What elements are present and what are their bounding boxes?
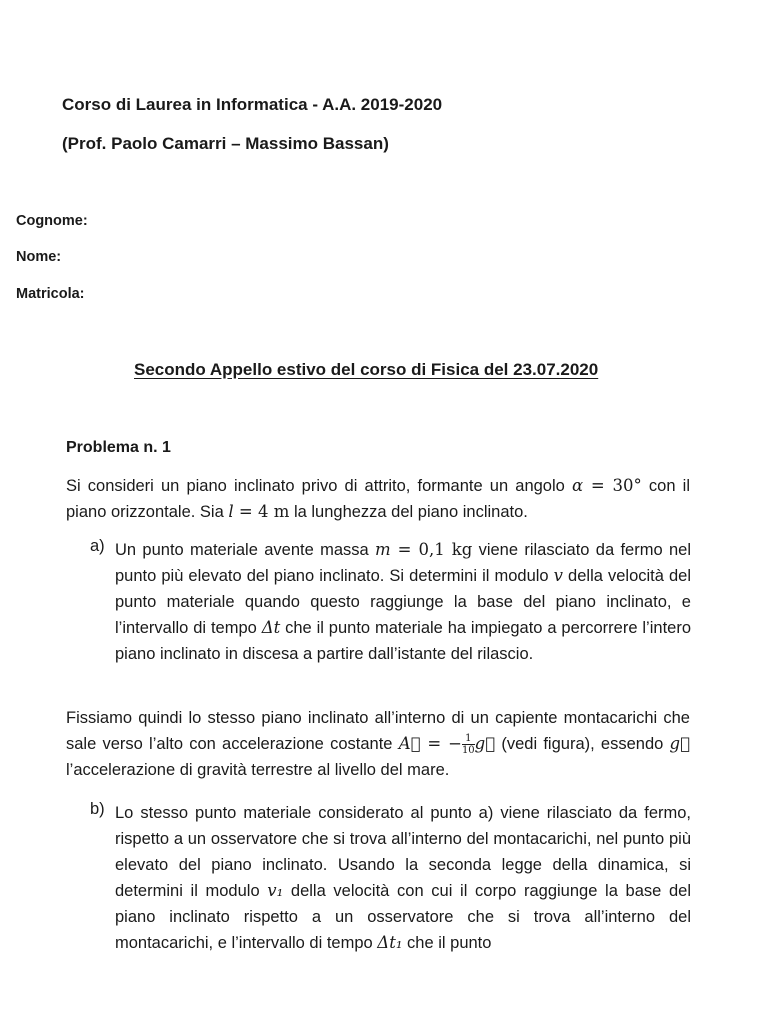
part-b-text-2: della velocità con cui il corpo raggiunge la base del piano inclinato rispetto a un osservatore che si trova all’interno del montacarichi, e l’intervallo di tempo bbox=[115, 882, 691, 952]
middle-text-3: l’accelerazione di gravità terrestre al livello del mare. bbox=[66, 761, 450, 779]
length-symbol: l bbox=[228, 502, 234, 521]
elevator-paragraph bbox=[66, 705, 690, 783]
part-a-text bbox=[115, 537, 691, 667]
part-b-text bbox=[115, 800, 691, 956]
time-interval-1-symbol: Δt₁ bbox=[377, 933, 403, 952]
part-a-text-1: Un punto materiale avente massa bbox=[115, 541, 376, 559]
part-a-text-4: che il punto materiale ha impiegato a percorrere l’intero piano inclinato in discesa a partire dall’istante del rilascio. bbox=[115, 619, 691, 663]
exam-title: Secondo Appello estivo del corso di Fisica del 23.07.2020 bbox=[134, 360, 599, 379]
part-b-label: b) bbox=[90, 800, 105, 818]
angle-symbol: α bbox=[571, 476, 584, 495]
part-b-text-3: che il punto bbox=[402, 934, 492, 952]
one-tenth-fraction bbox=[462, 733, 475, 756]
intro-text-1: Si consideri un piano inclinato privo di attrito, formante un angolo bbox=[66, 477, 572, 495]
length-value: = 4 m bbox=[233, 502, 290, 521]
middle-text-1: Fissiamo quindi lo stesso piano inclinato all’interno di un capiente montacarichi che sale verso l’alto con accelerazione costante bbox=[66, 709, 690, 753]
angle-value: = 30° bbox=[583, 476, 642, 495]
mass-value: = 0,1 kg bbox=[390, 540, 473, 559]
problem-intro bbox=[66, 473, 690, 525]
gravity-vector: g⃗ bbox=[474, 734, 496, 753]
surname-label: Cognome: bbox=[16, 213, 88, 229]
fraction-denominator: 10 bbox=[461, 745, 475, 757]
acceleration-vector: A⃗ bbox=[398, 734, 421, 753]
part-b-text-1: Lo stesso punto materiale considerato al punto a) viene rilasciato da fermo, rispetto a un osservatore che si trova all’interno del montacarichi, nel punto più elevato del piano inclinato. Usando la seconda legge della dinamica, si determini il modulo bbox=[115, 804, 691, 900]
part-a-text-2: viene rilasciato da fermo nel punto più elevato del piano inclinato. Si determini il modulo bbox=[115, 541, 691, 585]
mass-symbol: m bbox=[375, 540, 391, 559]
intro-text-2: con il piano orizzontale. Sia bbox=[66, 477, 690, 521]
part-a-text-3: della velocità del punto materiale quando questo raggiunge la base del piano inclinato, e l’intervallo di tempo bbox=[115, 567, 692, 637]
time-interval-symbol: Δt bbox=[261, 618, 281, 637]
part-a-label: a) bbox=[90, 537, 105, 555]
student-id-label: Matricola: bbox=[16, 286, 85, 302]
gravity-vector-2: g⃗ bbox=[669, 734, 690, 753]
course-header: Corso di Laurea in Informatica - A.A. 2019-2020 bbox=[62, 95, 443, 114]
middle-text-2: (vedi figura), essendo bbox=[495, 735, 670, 753]
intro-text-3: la lunghezza del piano inclinato. bbox=[289, 503, 528, 521]
name-label: Nome: bbox=[16, 249, 62, 265]
velocity-symbol: v bbox=[553, 566, 563, 585]
problem-heading: Problema n. 1 bbox=[66, 439, 171, 456]
fraction-numerator: 1 bbox=[462, 733, 475, 745]
velocity-1-symbol: v₁ bbox=[267, 881, 284, 900]
equals-minus: = − bbox=[420, 734, 462, 753]
professors-line: (Prof. Paolo Camarri – Massimo Bassan) bbox=[62, 134, 389, 153]
